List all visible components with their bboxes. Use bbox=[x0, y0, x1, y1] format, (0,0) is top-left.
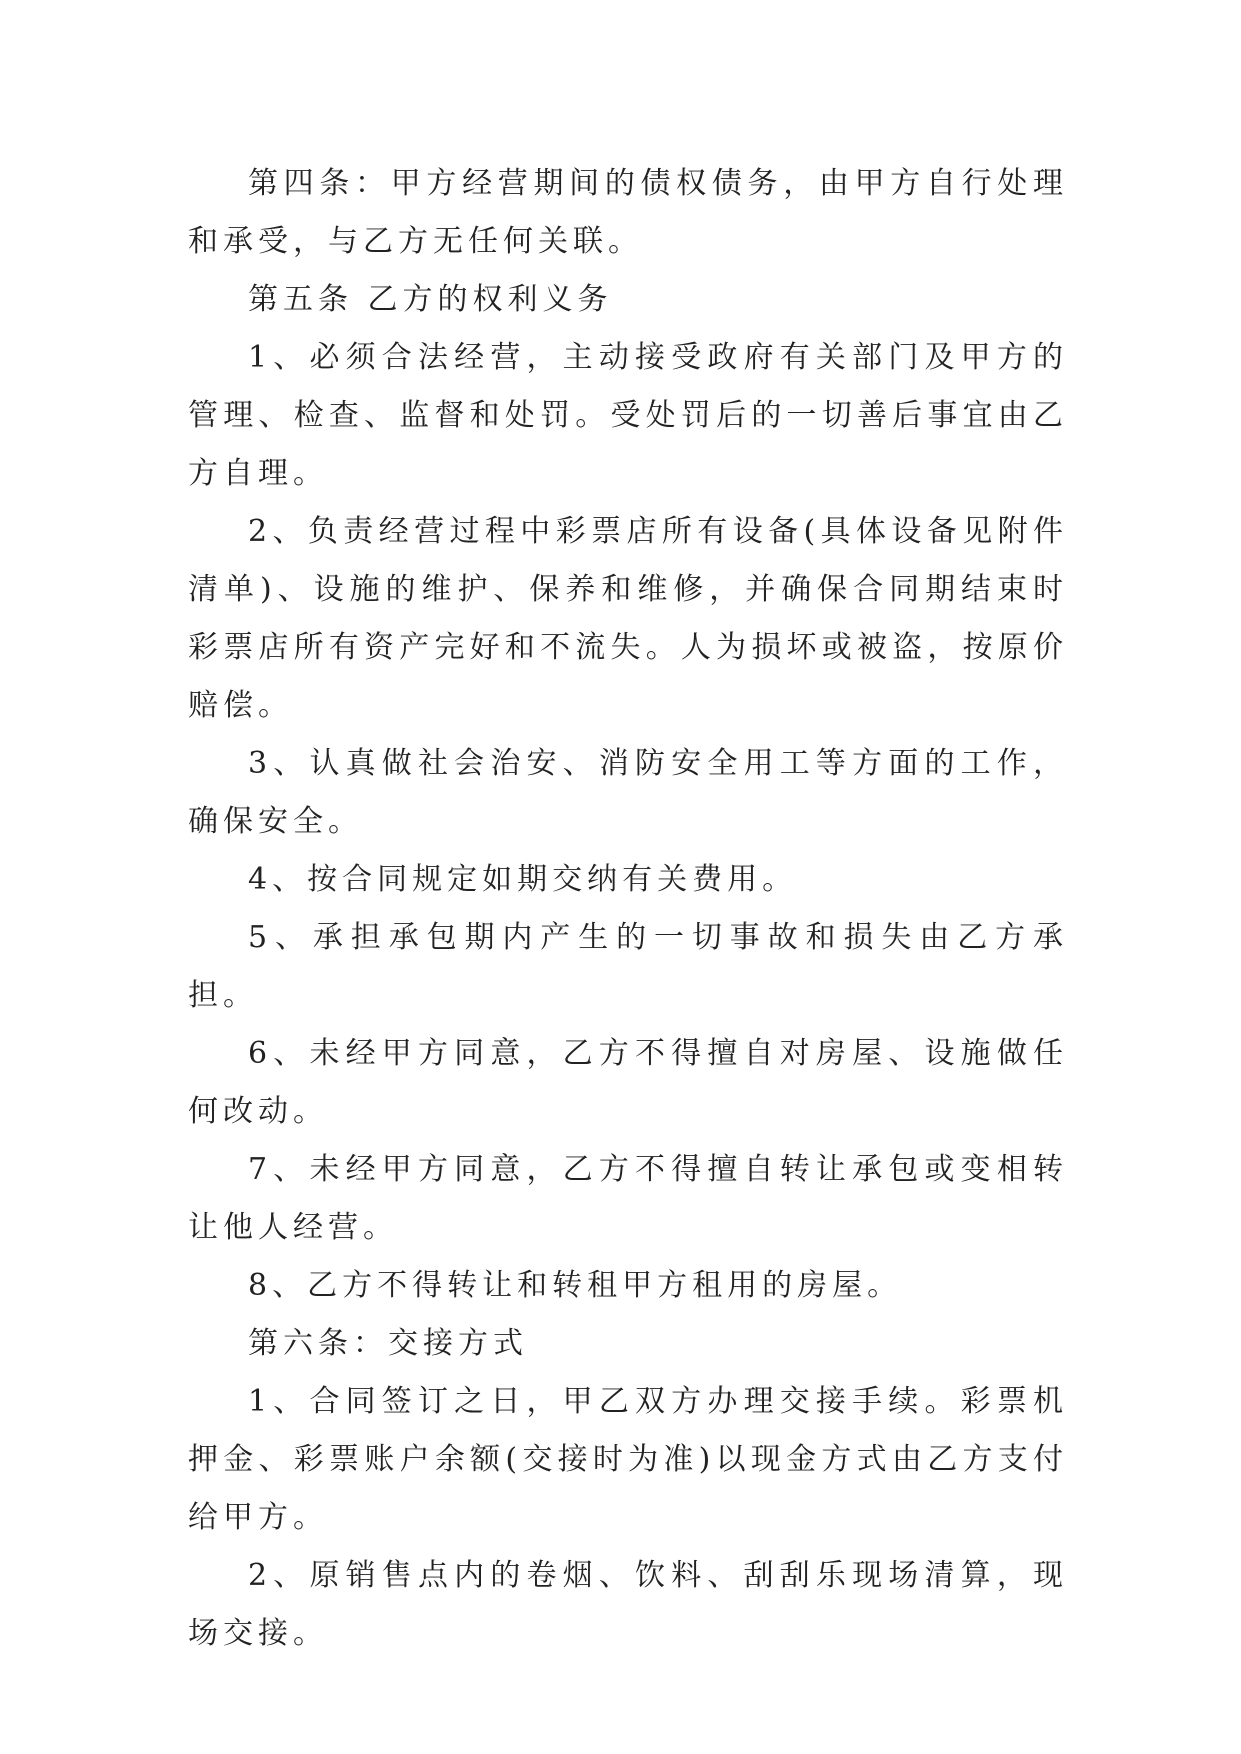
paragraph-article-5-item-4: 4、按合同规定如期交纳有关费用。 bbox=[248, 862, 798, 897]
paragraph-article-5-item-3: 3、认真做社会治安、消防安全用工等方面的工作，确保安全。 bbox=[188, 746, 1068, 839]
heading-article-5: 第五条 乙方的权利义务 bbox=[248, 282, 613, 317]
heading-article-6: 第六条：交接方式 bbox=[248, 1326, 528, 1361]
paragraph-article-5-item-5: 5、承担承包期内产生的一切事故和损失由乙方承担。 bbox=[188, 920, 1068, 1013]
document-body bbox=[188, 155, 1068, 1663]
paragraph-article-5-item-8: 8、乙方不得转让和转租甲方租用的房屋。 bbox=[248, 1268, 903, 1303]
paragraph-article-5-item-2: 2、负责经营过程中彩票店所有设备(具体设备见附件清单)、设施的维护、保养和维修，并确保合同期结束时彩票店所有资产完好和不流失。人为损坏或被盗，按原价赔偿。 bbox=[188, 514, 1068, 723]
paragraph-article-5-item-6: 6、未经甲方同意，乙方不得擅自对房屋、设施做任何改动。 bbox=[188, 1036, 1068, 1129]
paragraph-article-5-item-7: 7、未经甲方同意，乙方不得擅自转让承包或变相转让他人经营。 bbox=[188, 1152, 1068, 1245]
paragraph-article-4: 第四条：甲方经营期间的债权债务，由甲方自行处理和承受，与乙方无任何关联。 bbox=[188, 166, 1068, 259]
paragraph-article-6-item-2: 2、原销售点内的卷烟、饮料、刮刮乐现场清算，现场交接。 bbox=[188, 1558, 1068, 1651]
paragraph-article-5-item-1: 1、必须合法经营，主动接受政府有关部门及甲方的管理、检查、监督和处罚。受处罚后的一切善后事宜由乙方自理。 bbox=[188, 340, 1068, 491]
paragraph-article-6-item-1: 1、合同签订之日，甲乙双方办理交接手续。彩票机押金、彩票账户余额(交接时为准)以现金方式由乙方支付给甲方。 bbox=[188, 1384, 1068, 1535]
